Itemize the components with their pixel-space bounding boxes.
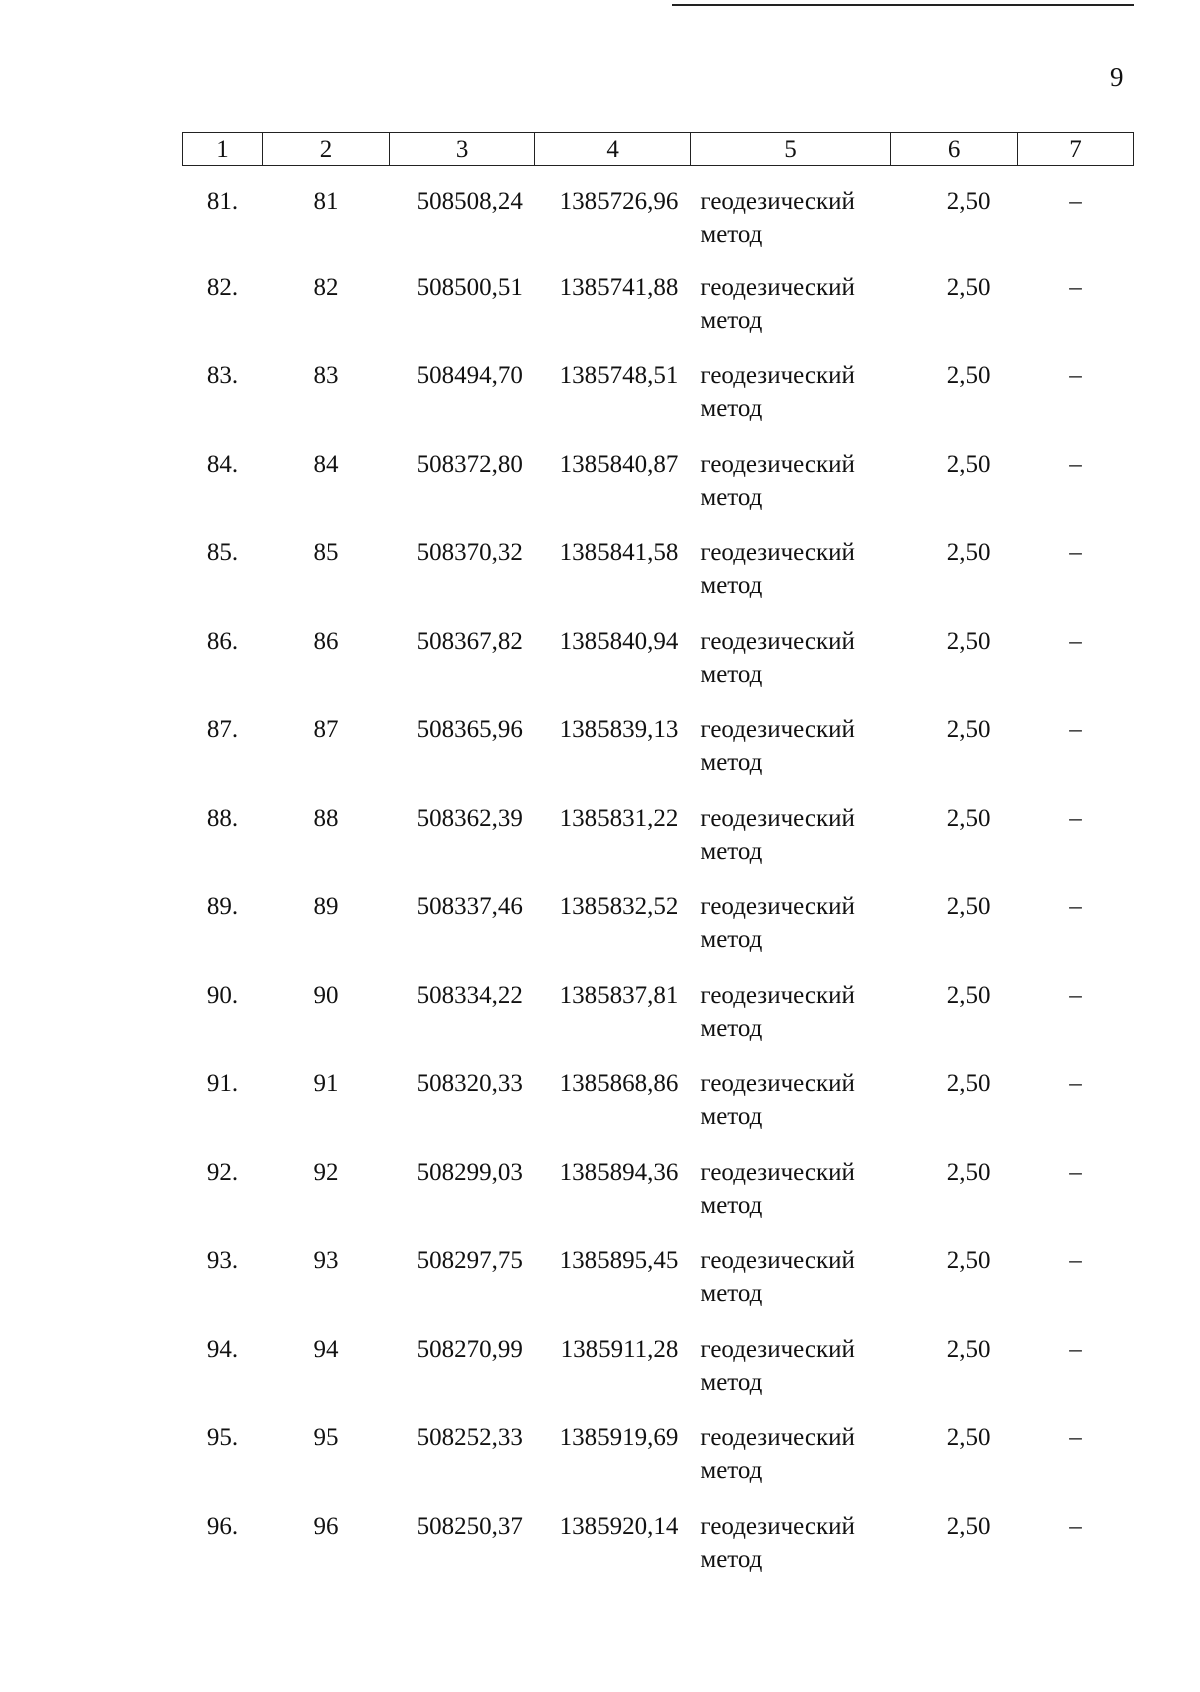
row-number-cell: 84. [206, 450, 239, 478]
method-cell: геодезический метод [700, 362, 855, 422]
row-number-cell: 91. [206, 1070, 239, 1097]
header-cell-7: 7 [1018, 133, 1134, 166]
table-row [183, 1067, 1134, 1156]
header-cell-4: 4 [535, 133, 691, 166]
point-number-cell: 88 [313, 804, 339, 832]
table-row [183, 625, 1134, 714]
y-coordinate-cell: 1385831,22 [559, 804, 679, 832]
accuracy-cell: 2,50 [946, 716, 991, 743]
point-number-cell: 81 [313, 188, 339, 215]
table-body [183, 166, 1134, 1599]
table-row [183, 359, 1134, 448]
accuracy-cell: 2,50 [946, 1424, 991, 1451]
y-coordinate-cell: 1385839,13 [559, 716, 679, 743]
top-rule [672, 4, 1134, 6]
accuracy-cell: 2,50 [946, 1070, 991, 1097]
point-number-cell: 90 [313, 981, 339, 1009]
note-cell: – [1069, 627, 1082, 655]
row-number-cell: 88. [206, 804, 239, 832]
table-row [183, 1156, 1134, 1245]
x-coordinate-cell: 508367,82 [416, 627, 523, 655]
point-number-cell: 96 [313, 1512, 339, 1540]
method-cell: геодезический метод [700, 450, 855, 511]
point-number-cell: 95 [313, 1424, 339, 1451]
accuracy-cell: 2,50 [946, 1247, 991, 1274]
table-header [183, 133, 1134, 166]
note-cell: – [1069, 1424, 1082, 1451]
note-cell: – [1069, 981, 1082, 1009]
table-row [183, 536, 1134, 625]
x-coordinate-cell: 508508,24 [416, 188, 523, 215]
method-cell: геодезический метод [700, 893, 855, 953]
point-number-cell: 86 [313, 627, 339, 655]
note-cell: – [1069, 539, 1082, 566]
note-cell: – [1069, 188, 1082, 215]
note-cell: – [1069, 273, 1082, 301]
point-number-cell: 84 [313, 450, 339, 478]
accuracy-cell: 2,50 [946, 362, 991, 389]
method-cell: геодезический метод [700, 981, 855, 1042]
y-coordinate-cell: 1385919,69 [559, 1424, 679, 1451]
note-cell: – [1069, 1512, 1082, 1540]
row-number-cell: 86. [206, 627, 239, 655]
x-coordinate-cell: 508494,70 [416, 362, 523, 389]
accuracy-cell: 2,50 [946, 1335, 991, 1363]
y-coordinate-cell: 1385911,28 [560, 1335, 679, 1363]
method-cell: геодезический метод [700, 1070, 855, 1130]
note-cell: – [1069, 1070, 1082, 1097]
y-coordinate-cell: 1385895,45 [559, 1247, 679, 1274]
y-coordinate-cell: 1385841,58 [559, 539, 679, 566]
header-cell-1: 1 [183, 133, 263, 166]
y-coordinate-cell: 1385840,87 [559, 450, 679, 478]
point-number-cell: 85 [313, 539, 339, 566]
row-number-cell: 85. [206, 539, 239, 566]
table-row [183, 802, 1134, 891]
x-coordinate-cell: 508362,39 [416, 804, 523, 832]
row-number-cell: 95. [206, 1424, 239, 1451]
point-number-cell: 93 [313, 1247, 339, 1274]
table-row [183, 713, 1134, 802]
accuracy-cell: 2,50 [946, 273, 991, 301]
header-row [183, 133, 1134, 166]
accuracy-cell: 2,50 [946, 450, 991, 478]
point-number-cell: 92 [313, 1158, 339, 1186]
page-number: 9 [1110, 62, 1124, 92]
note-cell: – [1069, 804, 1082, 832]
accuracy-cell: 2,50 [946, 804, 991, 832]
y-coordinate-cell: 1385840,94 [559, 627, 679, 655]
table-row [183, 890, 1134, 979]
point-number-cell: 87 [313, 716, 339, 743]
table-row [183, 1510, 1134, 1599]
point-number-cell: 83 [313, 362, 339, 389]
y-coordinate-cell: 1385748,51 [559, 362, 679, 389]
y-coordinate-cell: 1385741,88 [559, 273, 679, 301]
row-number-cell: 93. [206, 1247, 239, 1274]
method-cell: геодезический метод [700, 539, 855, 599]
table-row [183, 1421, 1134, 1510]
accuracy-cell: 2,50 [946, 1512, 991, 1540]
y-coordinate-cell: 1385920,14 [559, 1512, 679, 1540]
accuracy-cell: 2,50 [946, 627, 991, 655]
accuracy-cell: 2,50 [946, 981, 991, 1009]
row-number-cell: 90. [206, 981, 239, 1009]
row-number-cell: 87. [206, 716, 239, 743]
header-cell-6: 6 [891, 133, 1018, 166]
accuracy-cell: 2,50 [946, 188, 991, 215]
x-coordinate-cell: 508500,51 [416, 273, 523, 301]
header-cell-2: 2 [263, 133, 390, 166]
row-number-cell: 94. [206, 1335, 239, 1363]
method-cell: геодезический метод [700, 188, 855, 248]
accuracy-cell: 2,50 [946, 893, 991, 920]
row-number-cell: 89. [206, 893, 239, 920]
accuracy-cell: 2,50 [946, 539, 991, 566]
header-cell-5: 5 [690, 133, 890, 166]
point-number-cell: 94 [313, 1335, 339, 1363]
method-cell: геодезический метод [700, 1335, 855, 1396]
method-cell: геодезический метод [700, 1424, 855, 1484]
table-row [183, 271, 1134, 360]
row-number-cell: 92. [206, 1158, 239, 1186]
y-coordinate-cell: 1385832,52 [559, 893, 679, 920]
method-cell: геодезический метод [700, 273, 855, 334]
point-number-cell: 89 [313, 893, 339, 920]
x-coordinate-cell: 508250,37 [416, 1512, 523, 1540]
point-number-cell: 82 [313, 273, 339, 301]
y-coordinate-cell: 1385726,96 [559, 188, 679, 215]
table-row [183, 448, 1134, 537]
header-cell-3: 3 [389, 133, 534, 166]
accuracy-cell: 2,50 [946, 1158, 991, 1186]
point-number-cell: 91 [313, 1070, 339, 1097]
row-number-cell: 83. [206, 362, 239, 389]
note-cell: – [1069, 1335, 1082, 1363]
coordinates-table [182, 132, 1134, 1598]
method-cell: геодезический метод [700, 804, 855, 865]
x-coordinate-cell: 508270,99 [416, 1335, 523, 1363]
table-row [183, 1244, 1134, 1333]
table-row [183, 166, 1134, 271]
x-coordinate-cell: 508297,75 [416, 1247, 523, 1274]
table-row [183, 979, 1134, 1068]
row-number-cell: 82. [206, 273, 239, 301]
x-coordinate-cell: 508365,96 [416, 716, 523, 743]
x-coordinate-cell: 508299,03 [416, 1158, 523, 1186]
note-cell: – [1069, 362, 1082, 389]
x-coordinate-cell: 508334,22 [416, 981, 523, 1009]
note-cell: – [1069, 1247, 1082, 1274]
table-row [183, 1333, 1134, 1422]
y-coordinate-cell: 1385868,86 [559, 1070, 679, 1097]
row-number-cell: 96. [206, 1512, 239, 1540]
row-number-cell: 81. [206, 188, 239, 215]
note-cell: – [1069, 1158, 1082, 1186]
method-cell: геодезический метод [700, 1512, 855, 1573]
note-cell: – [1069, 893, 1082, 920]
x-coordinate-cell: 508252,33 [416, 1424, 523, 1451]
x-coordinate-cell: 508320,33 [416, 1070, 523, 1097]
method-cell: геодезический метод [700, 627, 855, 688]
x-coordinate-cell: 508370,32 [416, 539, 523, 566]
x-coordinate-cell: 508337,46 [416, 893, 523, 920]
x-coordinate-cell: 508372,80 [416, 450, 523, 478]
y-coordinate-cell: 1385837,81 [559, 981, 679, 1009]
method-cell: геодезический метод [700, 1247, 855, 1307]
method-cell: геодезический метод [700, 716, 855, 776]
y-coordinate-cell: 1385894,36 [559, 1158, 679, 1186]
method-cell: геодезический метод [700, 1158, 855, 1219]
note-cell: – [1069, 450, 1082, 478]
note-cell: – [1069, 716, 1082, 743]
